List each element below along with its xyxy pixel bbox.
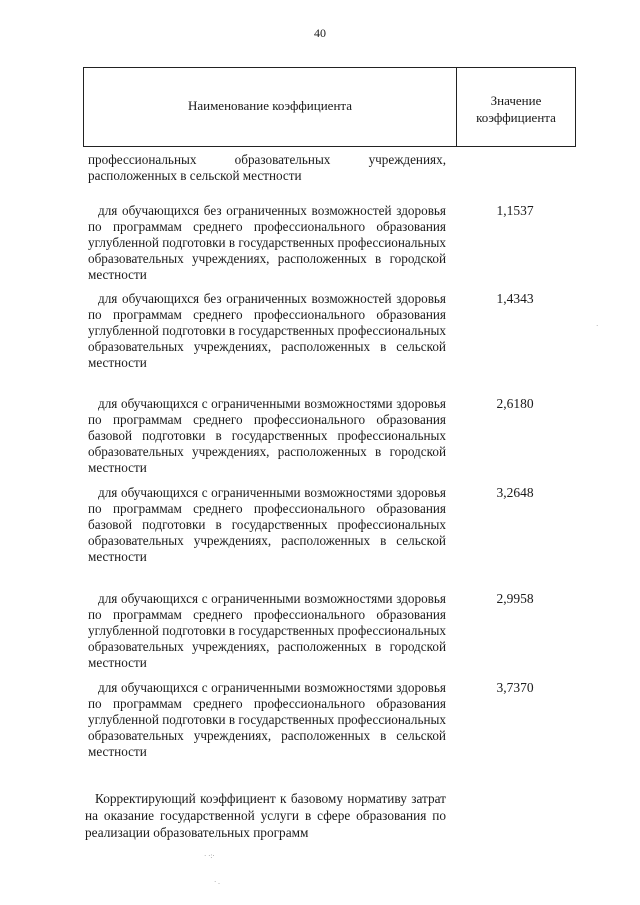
page-number: 40 xyxy=(314,26,326,40)
table-header xyxy=(83,67,576,147)
row-value: 3,7370 xyxy=(496,680,534,695)
row-value: 1,4343 xyxy=(496,291,534,306)
row-value: 2,6180 xyxy=(496,396,534,411)
header-name-column: Наименование коэффициента xyxy=(187,98,353,113)
scan-speck: · xyxy=(596,322,599,330)
table-row: для обучающихся без ограниченных возможностей здоровья по программам среднего профессионального образования углубленной подготовки в государственных профессиональных образовательных учреждениях, расположенных в сельской местности xyxy=(88,291,446,370)
row-value: 1,1537 xyxy=(496,203,534,218)
table-row: для обучающихся с ограниченными возможностями здоровья по программам среднего профессионального образования углубленной подготовки в государственных профессиональных образовательных учреждениях, расположенных в сельской местности xyxy=(88,680,446,759)
row-value: 2,9958 xyxy=(496,591,534,606)
header-value-column: Значение коэффициента xyxy=(476,93,556,125)
continuation-text: профессиональных образовательных учреждениях, расположенных в сельской местности xyxy=(88,152,446,183)
table-row: для обучающихся с ограниченными возможностями здоровья по программам среднего профессионального образования базовой подготовки в государственных профессиональных образовательных учреждениях, расположенных в сельской местности xyxy=(88,485,446,564)
scan-speck: · ·:· xyxy=(204,852,215,860)
scan-speck: · . xyxy=(214,878,220,886)
table-row: для обучающихся с ограниченными возможностями здоровья по программам среднего профессионального образования базовой подготовки в государственных профессиональных образовательных учреждениях, расположенных в городской местности xyxy=(88,396,446,475)
corrective-coefficient-text: Корректирующий коэффициент к базовому нормативу затрат на оказание государственной услуги в сфере образования по реализации образовательных программ xyxy=(85,791,446,840)
table-row: для обучающихся с ограниченными возможностями здоровья по программам среднего профессионального образования углубленной подготовки в государственных профессиональных образовательных учреждениях, расположенных в городской местности xyxy=(88,591,446,670)
table-row: для обучающихся без ограниченных возможностей здоровья по программам среднего профессионального образования углубленной подготовки в государственных профессиональных образовательных учреждениях, расположенных в городской местности xyxy=(88,203,446,282)
row-value: 3,2648 xyxy=(496,485,534,500)
